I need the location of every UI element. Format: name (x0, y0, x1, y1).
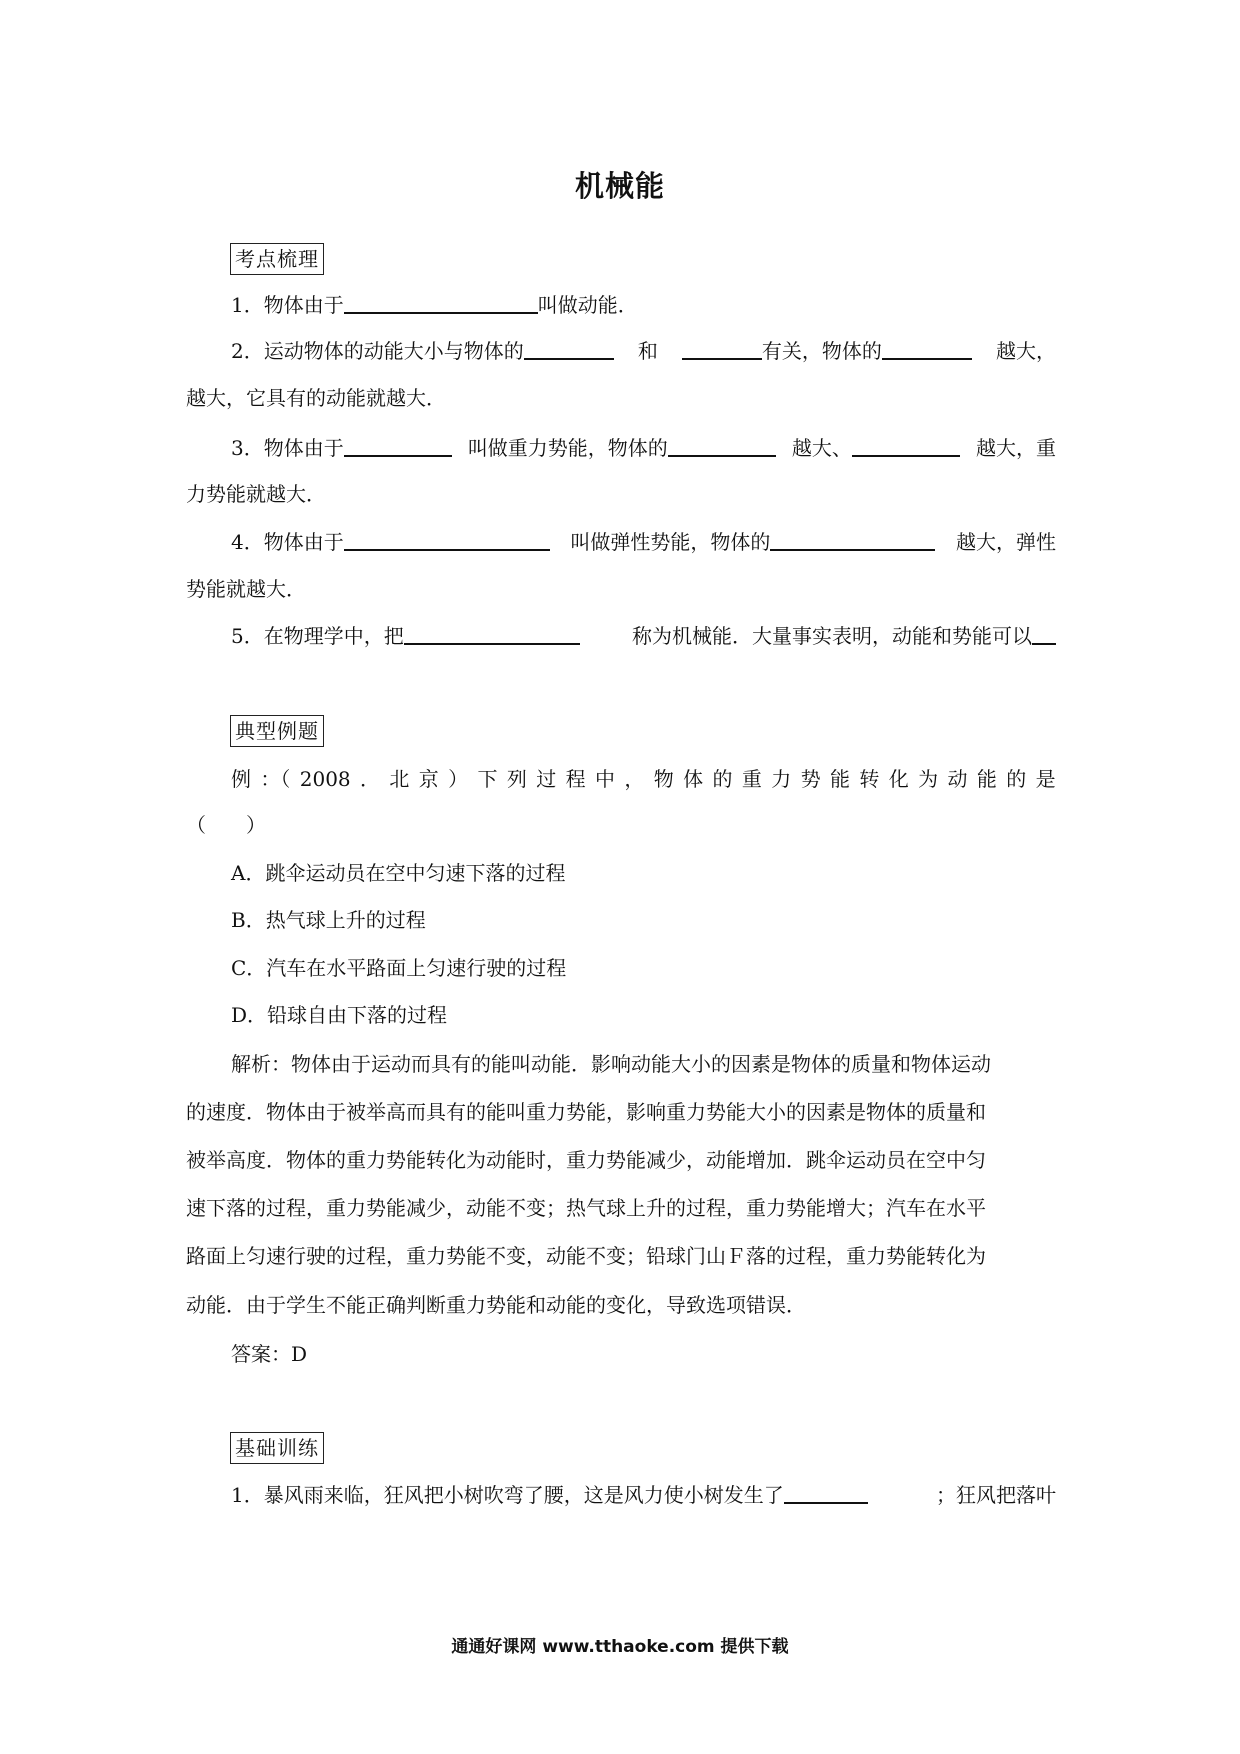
analysis-line: 被举高度．物体的重力势能转化为动能时，重力势能减少，动能增加．跳伞运动员在空中匀 (186, 1148, 986, 1172)
stem-char: 转 (859, 767, 880, 791)
stem-char: ． (360, 767, 381, 791)
answer-blank (682, 336, 762, 360)
review-question-2-cont: 越大，它具有的动能就越大． (186, 386, 446, 410)
stem-char: 能 (976, 767, 997, 791)
stem-char: 体 (683, 767, 704, 791)
answer-blank (882, 336, 972, 360)
section-heading-basic: 基础训练 (230, 1432, 324, 1464)
stem-char: 的 (712, 767, 733, 791)
answer-blank (524, 336, 614, 360)
option-c: C．汽车在水平路面上匀速行驶的过程 (231, 956, 567, 980)
review-question-1: 1．物体由于 叫做动能． (231, 290, 1056, 320)
stem-char: ） (448, 767, 469, 791)
basic-question-1: 1．暴风雨来临，狂风把小树吹弯了腰，这是风力使小树发生了 ；狂风把落叶 (231, 1480, 1056, 1510)
stem-char: 京 (418, 767, 439, 791)
answer-blank (404, 621, 580, 645)
stem-char: 列 (506, 767, 527, 791)
stem-char: 北 (389, 767, 410, 791)
analysis-line: 动能．由于学生不能正确判断重力势能和动能的变化，导致选项错误． (186, 1293, 806, 1317)
answer-blank (1032, 621, 1056, 645)
page-title: 机械能 (574, 169, 665, 203)
stem-char: ：（ (260, 767, 291, 791)
stem-char: 力 (771, 767, 792, 791)
stem-char: 是 (1035, 767, 1056, 791)
stem-char: 物 (653, 767, 674, 791)
answer-blank (770, 527, 935, 551)
review-question-4-cont: 势能就越大． (186, 577, 306, 601)
page-footer: 通通好课网 www.tthaoke.com 提供下载 (451, 1637, 789, 1657)
answer-blank (344, 290, 538, 314)
review-question-4: 4．物体由于 叫做弹性势能，物体的 越大，弹性 (231, 527, 1056, 557)
answer-blank (668, 433, 776, 457)
stem-char: 重 (741, 767, 762, 791)
example-paren: （ ） (186, 813, 266, 837)
analysis-line: 的速度．物体由于被举高而具有的能叫重力势能，影响重力势能大小的因素是物体的质量和 (186, 1100, 986, 1124)
stem-char: 过 (536, 767, 557, 791)
answer-line: 答案：D (231, 1342, 308, 1366)
stem-char: 化 (888, 767, 909, 791)
review-question-2: 2．运动物体的动能大小与物体的 和 有关，物体的 越大， (231, 336, 1056, 366)
answer-blank (344, 433, 452, 457)
example-stem (231, 764, 1056, 794)
stem-char: 例 (231, 767, 251, 791)
stem-char: 中 (595, 767, 616, 791)
option-a: A．跳伞运动员在空中匀速下落的过程 (231, 861, 566, 885)
stem-char: 程 (565, 767, 586, 791)
answer-blank (784, 1480, 868, 1504)
answer-blank (344, 527, 550, 551)
stem-char: 能 (830, 767, 851, 791)
analysis-line: 速下落的过程，重力势能减少，动能不变；热气球上升的过程，重力势能增大；汽车在水平 (186, 1196, 986, 1220)
stem-char: 2008 (299, 767, 351, 791)
option-b: B．热气球上升的过程 (231, 908, 426, 932)
analysis-line: 路面上匀速行驶的过程，重力势能不变，动能不变；铅球门山Ｆ落的过程，重力势能转化为 (186, 1244, 986, 1268)
stem-char: 动 (947, 767, 968, 791)
review-question-3: 3．物体由于 叫做重力势能，物体的 越大、 越大，重 (231, 433, 1056, 463)
section-heading-example: 典型例题 (230, 715, 324, 747)
section-heading-review: 考点梳理 (230, 243, 324, 275)
stem-char: 下 (477, 767, 498, 791)
analysis-line: 解析：物体由于运动而具有的能叫动能．影响动能大小的因素是物体的质量和物体运动 (231, 1052, 991, 1076)
stem-char: 的 (1006, 767, 1027, 791)
stem-char: ， (624, 767, 645, 791)
stem-char: 势 (800, 767, 821, 791)
review-question-5: 5．在物理学中，把 称为机械能．大量事实表明，动能和势能可以 (231, 621, 1056, 651)
option-d: D．铅球自由下落的过程 (231, 1003, 448, 1027)
stem-char: 为 (918, 767, 939, 791)
review-question-3-cont: 力势能就越大． (186, 482, 326, 506)
answer-blank (852, 433, 960, 457)
